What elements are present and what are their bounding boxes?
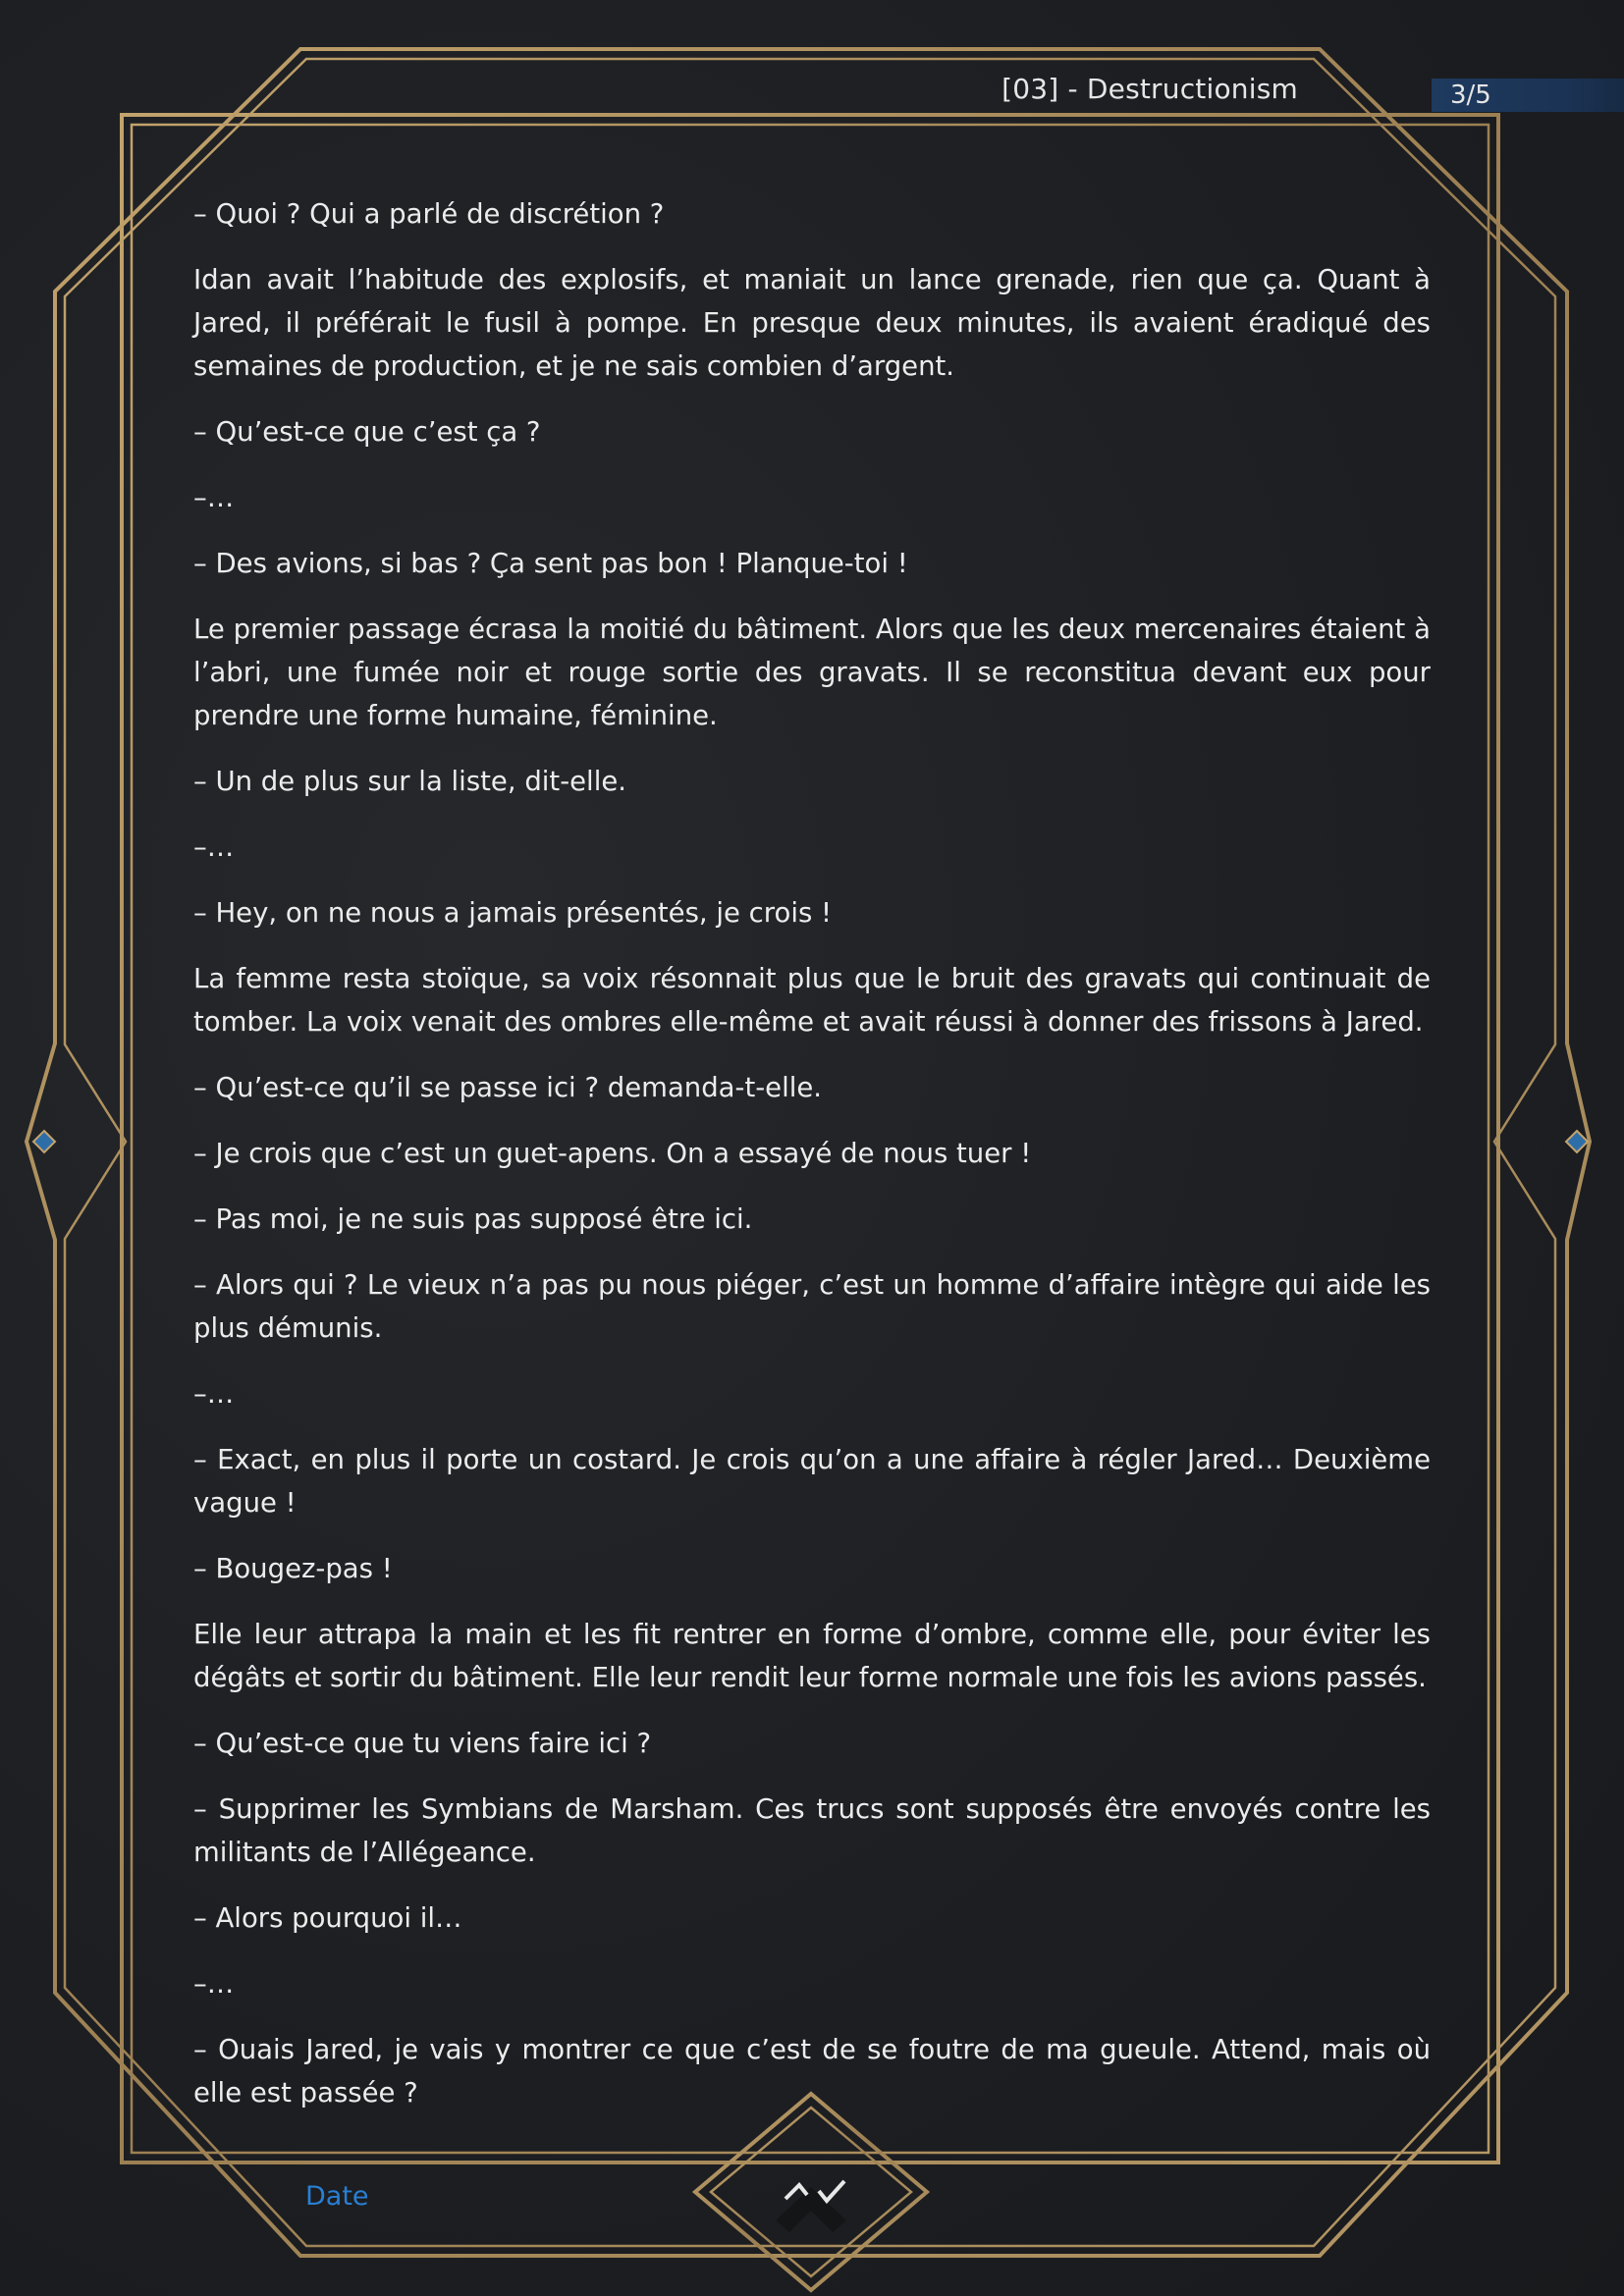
paragraph: – Exact, en plus il porte un costard. Je crois qu’on a une affaire à régler Jared… Deuxième vague ! — [193, 1444, 1431, 1519]
paragraph: – Hey, on ne nous a jamais présentés, je crois ! — [193, 897, 833, 929]
paragraph: – Bougez-pas ! — [193, 1553, 393, 1584]
paragraph: – Qu’est-ce que c’est ça ? — [193, 416, 541, 448]
paragraph: – Qu’est-ce qu’il se passe ici ? demanda-t-elle. — [193, 1072, 823, 1103]
diamond-gem-icon-left — [33, 1131, 55, 1152]
paragraph: La femme resta stoïque, sa voix résonnait plus que le bruit des gravats qui continuait de tomber. La voix venait des ombres elle-même et avait réussi à donner des frissons à Jared. — [193, 963, 1431, 1038]
paragraph: –… — [193, 831, 235, 863]
page-counter: 3/5 — [1432, 79, 1624, 112]
paragraph: – Qu’est-ce que tu viens faire ici ? — [193, 1728, 652, 1759]
paragraph: – Des avions, si bas ? Ça sent pas bon ! Planque-toi ! — [193, 548, 908, 579]
paragraph: Elle leur attrapa la main et les fit rentrer en forme d’ombre, comme elle, pour éviter les dégâts et sortir du bâtiment. Elle leur rendit leur forme normale une fois les avions passés. — [193, 1619, 1431, 1693]
paragraph: – Pas moi, je ne suis pas supposé être ici. — [193, 1203, 753, 1235]
chevron-check-emblem-icon — [776, 2181, 846, 2232]
paragraph: – Un de plus sur la liste, dit-elle. — [193, 766, 626, 797]
paragraph: – Quoi ? Qui a parlé de discrétion ? — [193, 198, 665, 230]
paragraph: –… — [193, 482, 235, 513]
chapter-title: [03] - Destructionism — [1001, 73, 1298, 105]
story-text — [193, 192, 1431, 2137]
paragraph: – Je crois que c’est un guet-apens. On a essayé de nous tuer ! — [193, 1138, 1032, 1169]
diamond-gem-icon-right — [1566, 1131, 1588, 1152]
paragraph: – Ouais Jared, je vais y montrer ce que c’est de se foutre de ma gueule. Attend, mais où elle est passée ? — [193, 2034, 1431, 2109]
paragraph: – Supprimer les Symbians de Marsham. Ces trucs sont supposés être envoyés contre les militants de l’Allégeance. — [193, 1793, 1431, 1868]
paragraph: Le premier passage écrasa la moitié du bâtiment. Alors que les deux mercenaires étaient à l’abri, une fumée noir et rouge sortie des gravats. Il se reconstitua devant eux pour prendre une forme humaine, féminine. — [193, 614, 1431, 731]
paragraph: Idan avait l’habitude des explosifs, et maniait un lance grenade, rien que ça. Quant à Jared, il préférait le fusil à pompe. En presque deux minutes, ils avaient éradiqué des semaines de production, et je ne sais combien d’argent. — [193, 264, 1431, 382]
paragraph: – Alors pourquoi il… — [193, 1902, 462, 1934]
paragraph: – Alors qui ? Le vieux n’a pas pu nous piéger, c’est un homme d’affaire intègre qui aide les plus démunis. — [193, 1269, 1431, 1344]
date-link[interactable]: Date — [305, 2181, 369, 2212]
paragraph: –… — [193, 1378, 235, 1410]
paragraph: –… — [193, 1968, 235, 2000]
